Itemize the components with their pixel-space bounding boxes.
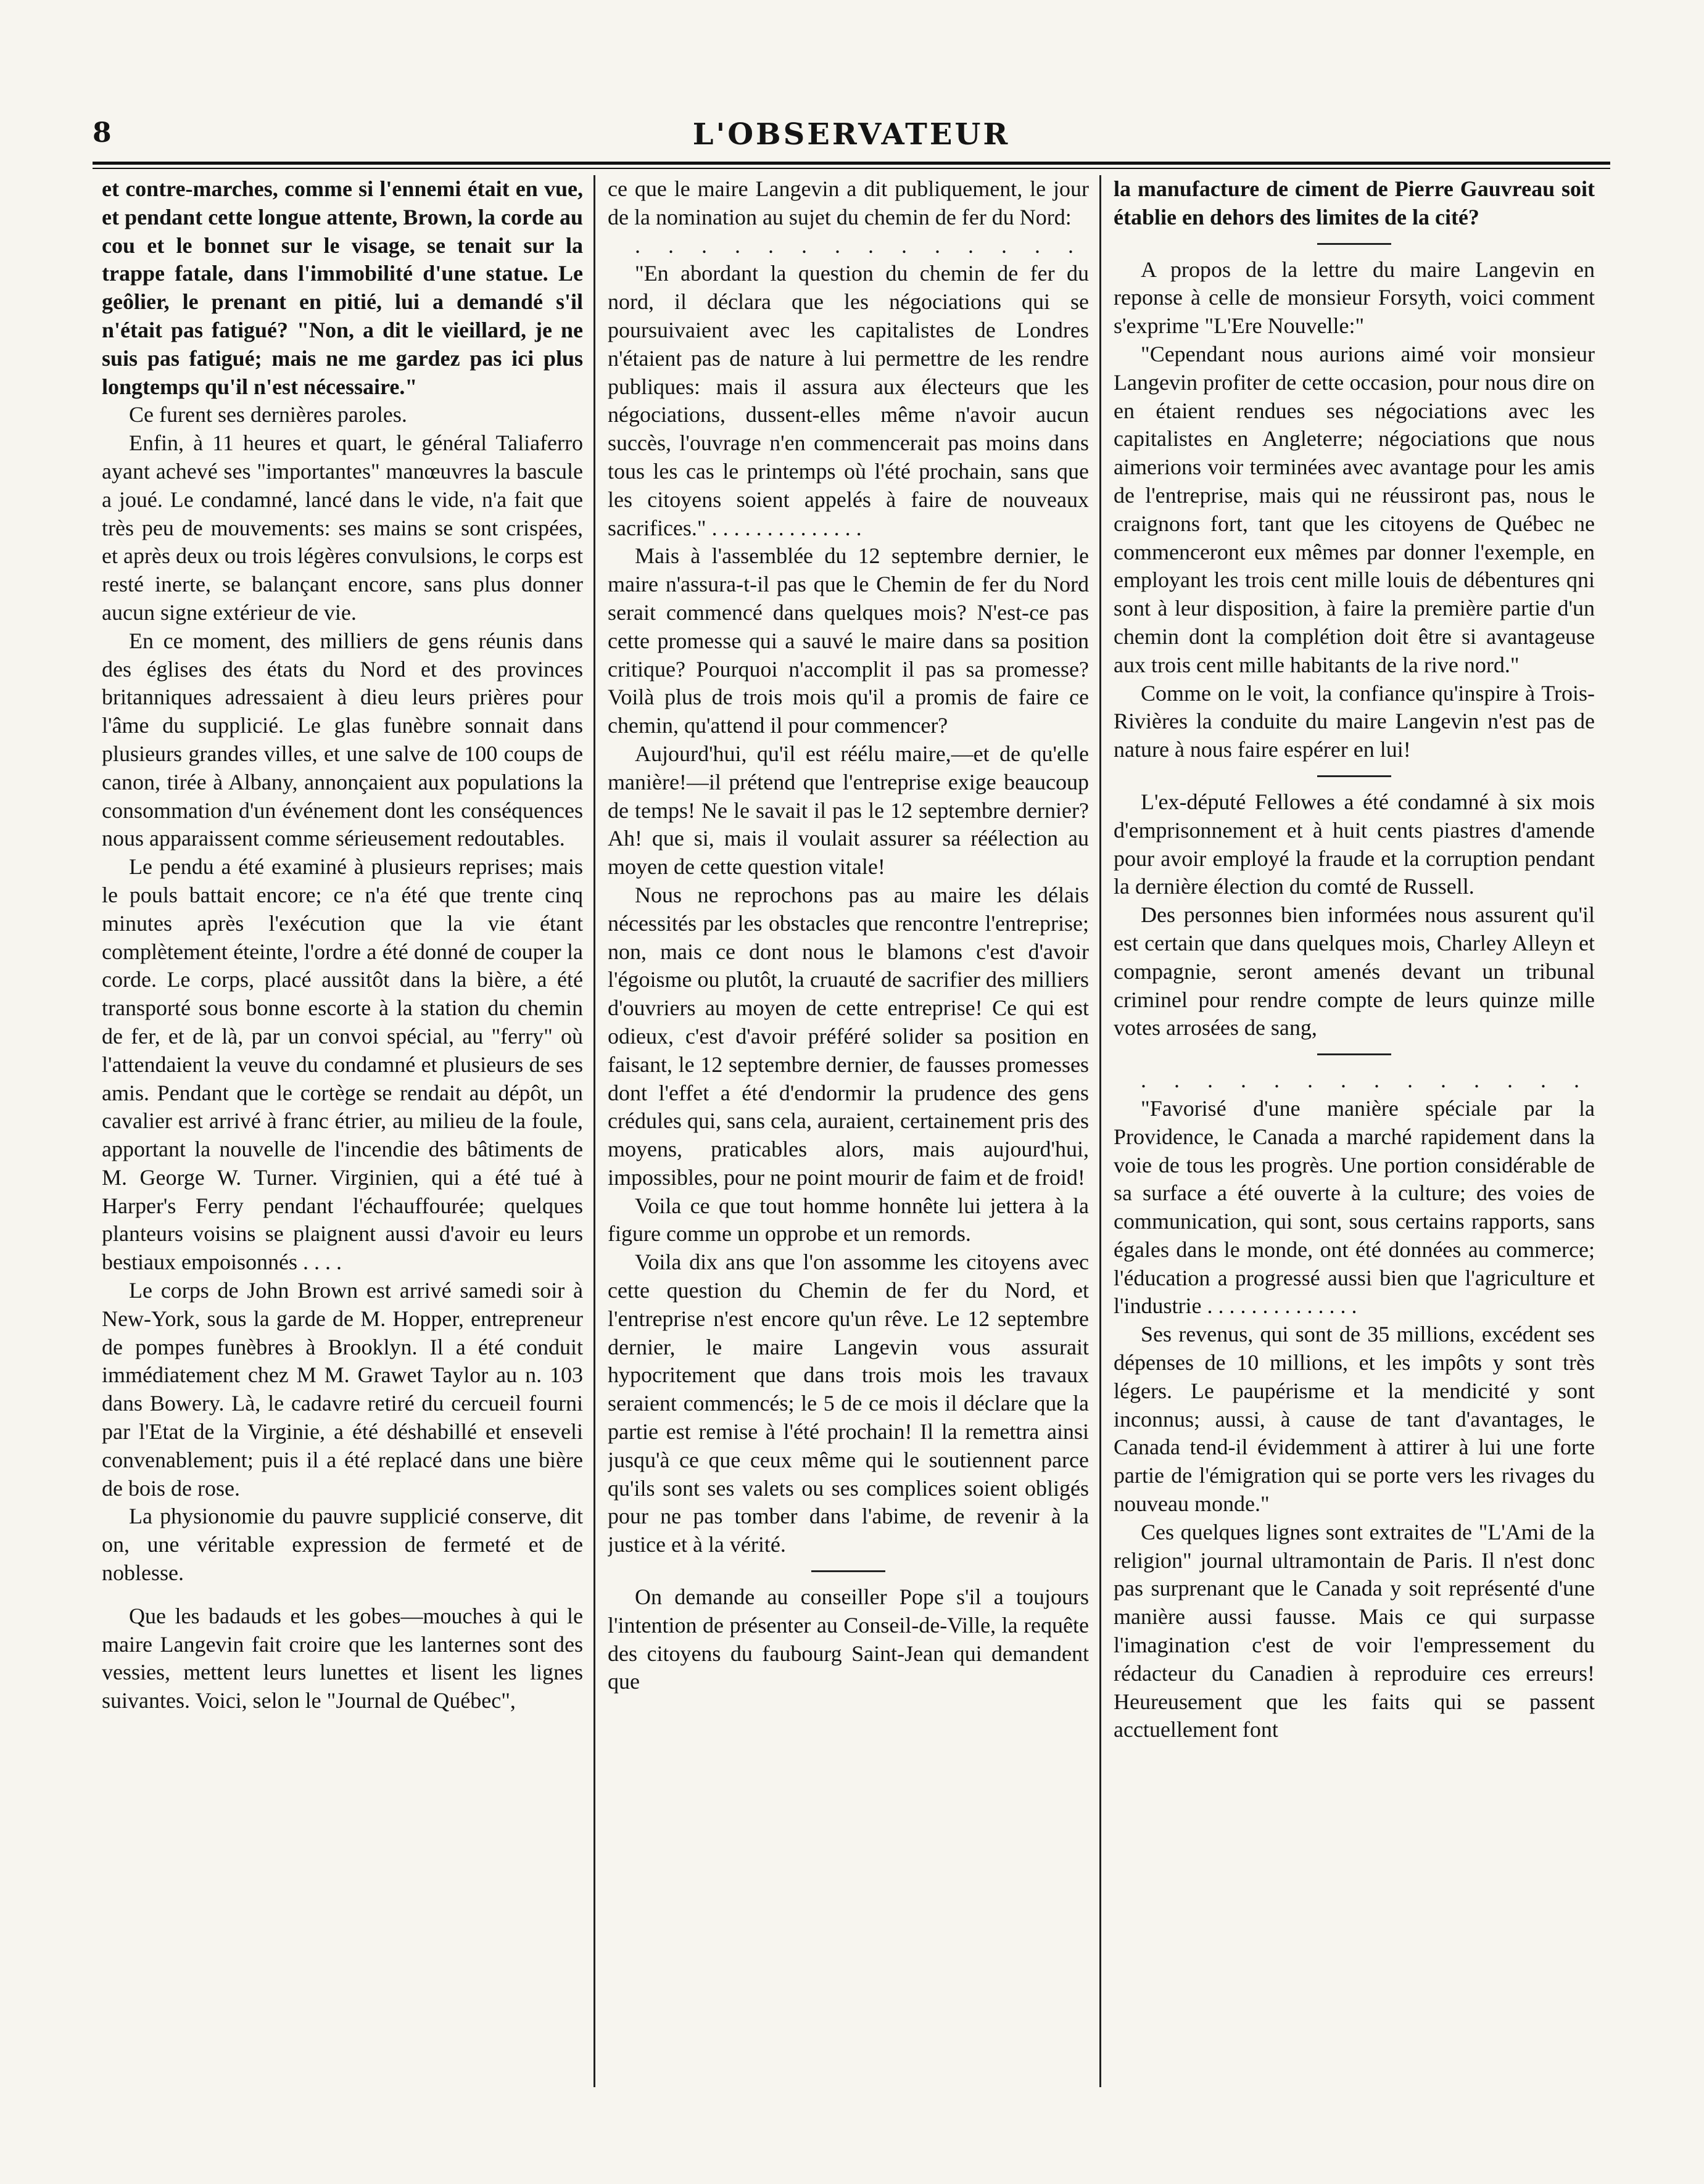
ellipsis-row: . . . . . . . . . . . . . . [1141,1068,1590,1093]
article-paragraph: "Favorisé d'une manière spéciale par la Providence, le Canada a marché rapidement dans la voie de tous les progrès. Une portion considérable de sa surface a été ouverte à la culture; des voies de communication, qui sont, sous certains rapports, sans égales dans le monde, ont été données au commerce; l'éducation a progressé aussi bien que l'agriculture et l'industrie . . . . . . . . . . . . . . [1114,1095,1595,1319]
article-paragraph: Comme on le voit, la confiance qu'inspire à Trois-Rivières la conduite du maire Langevin n'est pas de nature à nous faire espérer en lui! [1114,680,1595,762]
page-header [93,117,1610,167]
article-paragraph: On demande au conseiller Pope s'il a toujours l'intention de présenter au Conseil-de-Ville, la requête des citoyens du faubourg Saint-Jean qui demandent que [608,1584,1089,1694]
article-paragraph: En ce moment, des milliers de gens réunis dans des églises des états du Nord et des provinces britanniques adressaient à dieu leurs prières pour l'âme du supplicié. Le glas funèbre sonnait dans plusieurs grandes villes, et une salve de 100 coups de canon, tirée à Albany, annonçaient aux populations la consommation d'un événement dont les conséquences nous apparaissent comme sérieusement redoutables. [102,628,583,851]
article-paragraph: Voila dix ans que l'on assomme les citoyens avec cette question du Chemin de fer du Nord, et l'entreprise n'est encore qu'un rêve. Le 12 septembre dernier, le maire Langevin vous assurait hypocritement que dans trois mois les travaux seraient commencés; le 5 de ce mois il déclare que la partie est remise à l'été prochain! Il la remettra ainsi jusqu'à ce que ceux même qui le soutiennent parce qu'ils sont ses valets ou ses complices soient obligés pour ne pas tomber dans l'abime, de revenir à la justice et à la vérité. [608,1250,1089,1557]
article-paragraph: Aujourd'hui, qu'il est réélu maire,—et de qu'elle manière!—il prétend que l'entreprise exige beaucoup de temps! Ne le savait il pas le 12 septembre dernier? Ah! que si, mais il voulait assurer sa réélection au moyen de cette question vitale! [608,741,1089,880]
article-paragraph: Nous ne reprochons pas au maire les délais nécessités par les obstacles que rencontre l'entreprise; non, mais ce dont nous le blamons c'est d'avoir l'égoisme ou plutôt, la cruauté de sacrifier des milliers d'ouvriers au moyen de cette entreprise! Ce qui est odieux, c'est d'avoir préféré solider sa position en faisant, le 12 septembre dernier, de fausses promesses dont l'effet a été d'endormir la prudence des gens crédules qui, sans cela, auraient, certainement pris des moyens, praticables alors, mais aujourd'hui, impossibles, pour ne point mourir de faim et de froid! [608,882,1089,1190]
article-paragraph: la manufacture de ciment de Pierre Gauvreau soit établie en dehors des limites de la cité? [1114,176,1595,229]
article-paragraph: "Cependant nous aurions aimé voir monsieur Langevin profiter de cette occasion, pour nous dire on en étaient rendues ses négociations avec les capitalistes en Angleterre; négociations que nous aimerions voir terminées avec avantage pour les amis de l'entreprise, mais qui ne réussiront pas, nous le craignons fort, tant que les citoyens de Québec ne commenceront eux mêmes par donner l'exemple, en employant les trois cent mille louis de débentures qni sont à leur disposition, à faire la première partie d'un chemin dont la complétion doit être si avantageuse aux trois cent mille habitants de la rive nord." [1114,341,1595,677]
article-paragraph: "En abordant la question du chemin de fer du nord, il déclara que les négociations qui se poursuivaient avec les capitalistes de Londres n'étaient pas de nature à lui permettre de les rendre publiques: mais il assura aux électeurs que les négociations, dussent-elles même n'avoir aucun succès, l'ouvrage n'en commencerait pas moins dans tous les cas le printemps où l'été prochain, sans que les citoyens soient appelés à faire de nouveaux sacrifices." . . . . . . . . . . . . . . [608,261,1089,540]
column-divider [594,175,595,2087]
column-2 [608,175,1089,2124]
article-paragraph: Ces quelques lignes sont extraites de "L'Ami de la religion" journal ultramontain de Paris. Il n'est donc pas surprenant que le Canada y soit représenté d'une manière aussi fausse. Mais ce qui surpasse l'imagination c'est de voir l'empressement du rédacteur du Canadien à reproduire ces erreurs! Heureusement que les faits qui se passent acctuellement font [1114,1519,1595,1742]
article-paragraph: A propos de la lettre du maire Langevin en reponse à celle de monsieur Forsyth, voici comment s'exprime "L'Ere Nouvelle:" [1114,257,1595,339]
article-paragraph: La physionomie du pauvre supplicié conserve, dit on, une véritable expression de fermeté et de noblesse. [102,1504,583,1586]
masthead-title: L'OBSERVATEUR [692,117,1011,152]
article-paragraph: L'ex-député Fellowes a été condamné à six mois d'emprisonnement et à huit cents piastres d'amende pour avoir employé la fraude et la corruption pendant la dernière élection du comté de Russell. [1114,789,1595,899]
article-paragraph: Des personnes bien informées nous assurent qu'il est certain que dans quelques mois, Charley Alleyn et compagnie, seront amenés devant un tribunal criminel pour rendre compte de leurs quinze mille votes arrosées de sang, [1114,902,1595,1040]
article-paragraph: Voila ce que tout homme honnête lui jettera à la figure comme un opprobe et un remords. [608,1193,1089,1247]
article-paragraph: Que les badauds et les gobes—mouches à qui le maire Langevin fait croire que les lanternes sont des vessies, mettent leurs lunettes et lisent les lignes suivantes. Voici, selon le "Journal de Québec", [102,1603,583,1713]
article-paragraph: Le corps de John Brown est arrivé samedi soir à New-York, sous la garde de M. Hopper, entrepreneur de pompes funèbres à Brooklyn. Il a été conduit immédiatement chez M M. Grawet Taylor au n. 103 dans Bowery. Là, le cadavre retiré du cercueil fourni par l'Etat de la Virginie, a été déshabillé et enseveli convenablement; puis il a été replacé dans une bière de bois de rose. [102,1278,583,1501]
column-1 [102,175,583,2124]
section-separator [1317,243,1391,245]
header-rule [93,162,1610,169]
article-paragraph: ce que le maire Langevin a dit publiquement, le jour de la nomination au sujet du chemin de fer du Nord: [608,176,1089,229]
section-separator [1317,775,1391,777]
article-paragraph: Le pendu a été examiné à plusieurs reprises; mais le pouls battait encore; ce n'a été que trente cinq minutes après l'exécution que la vie étant complètement éteinte, l'ordre a été donné de couper la corde. Le corps, placé aussitôt dans la bière, a été transporté sous bonne escorte à la station du chemin de fer, et de là, par un convoi spécial, au "ferry" où l'attendaient la veuve du condamné et plusieurs de ses amis. Pendant que le cortège se rendait au dépôt, un cavalier est arrivé à franc étrier, au milieu de la foule, apportant la nouvelle de l'incendie des bâtiments de M. George W. Turner. Virginien, qui a été tué à Harper's Ferry pendant l'échauffourée; quelques planteurs voisins se plaignent aussi d'avoir eu leurs bestiaux empoisonnés . . . . [102,854,583,1275]
section-separator [811,1570,885,1572]
column-3 [1114,175,1595,2124]
article-paragraph: Enfin, à 11 heures et quart, le général Taliaferro ayant achevé ses "importantes" manœuvres la bascule a joué. Le condamné, lancé dans le vide, n'a fait que très peu de mouvements: ses mains se sont crispées, et après deux ou trois légères convulsions, le corps est resté inerte, se balançant encore, sans plus donner aucun signe extérieur de vie. [102,431,583,625]
page-number: 8 [93,117,112,149]
article-paragraph: Ses revenus, qui sont de 35 millions, excédent ses dépenses de 10 millions, et les impôts y sont très légers. Le paupérisme et la mendicité y sont inconnus; aussi, à cause de tant d'avantages, le Canada tend-il évidemment à attirer à lui une forte partie de l'émigration qui se porte vers les rivages du nouveau monde." [1114,1322,1595,1517]
section-separator [1317,1053,1391,1055]
article-paragraph: et contre-marches, comme si l'ennemi était en vue, et pendant cette longue attente, Brown, la corde au cou et le bonnet sur le visage, se tenait sur la trappe fatale, dans l'immobilité d'une statue. Le geôlier, le prenant en pitié, lui a demandé s'il n'était pas fatigué? "Non, a dit le vieillard, je ne suis pas fatigué; mais ne me gardez pas ici plus longtemps qu'il n'est nécessaire." [102,176,583,399]
column-divider [1099,175,1101,2087]
article-paragraph: Ce furent ses dernières paroles. [129,402,407,427]
ellipsis-row: . . . . . . . . . . . . . . [635,233,1085,258]
article-paragraph: Mais à l'assemblée du 12 septembre dernier, le maire n'assura-t-il pas que le Chemin de fer du Nord serait commencé dans quelques mois? N'est-ce pas cette promesse qui a sauvé le maire dans sa position critique? Pourquoi n'accomplit il pas sa promesse? Voilà plus de trois mois qu'il a promis de faire ce chemin, qu'attend il pour commencer? [608,543,1089,738]
